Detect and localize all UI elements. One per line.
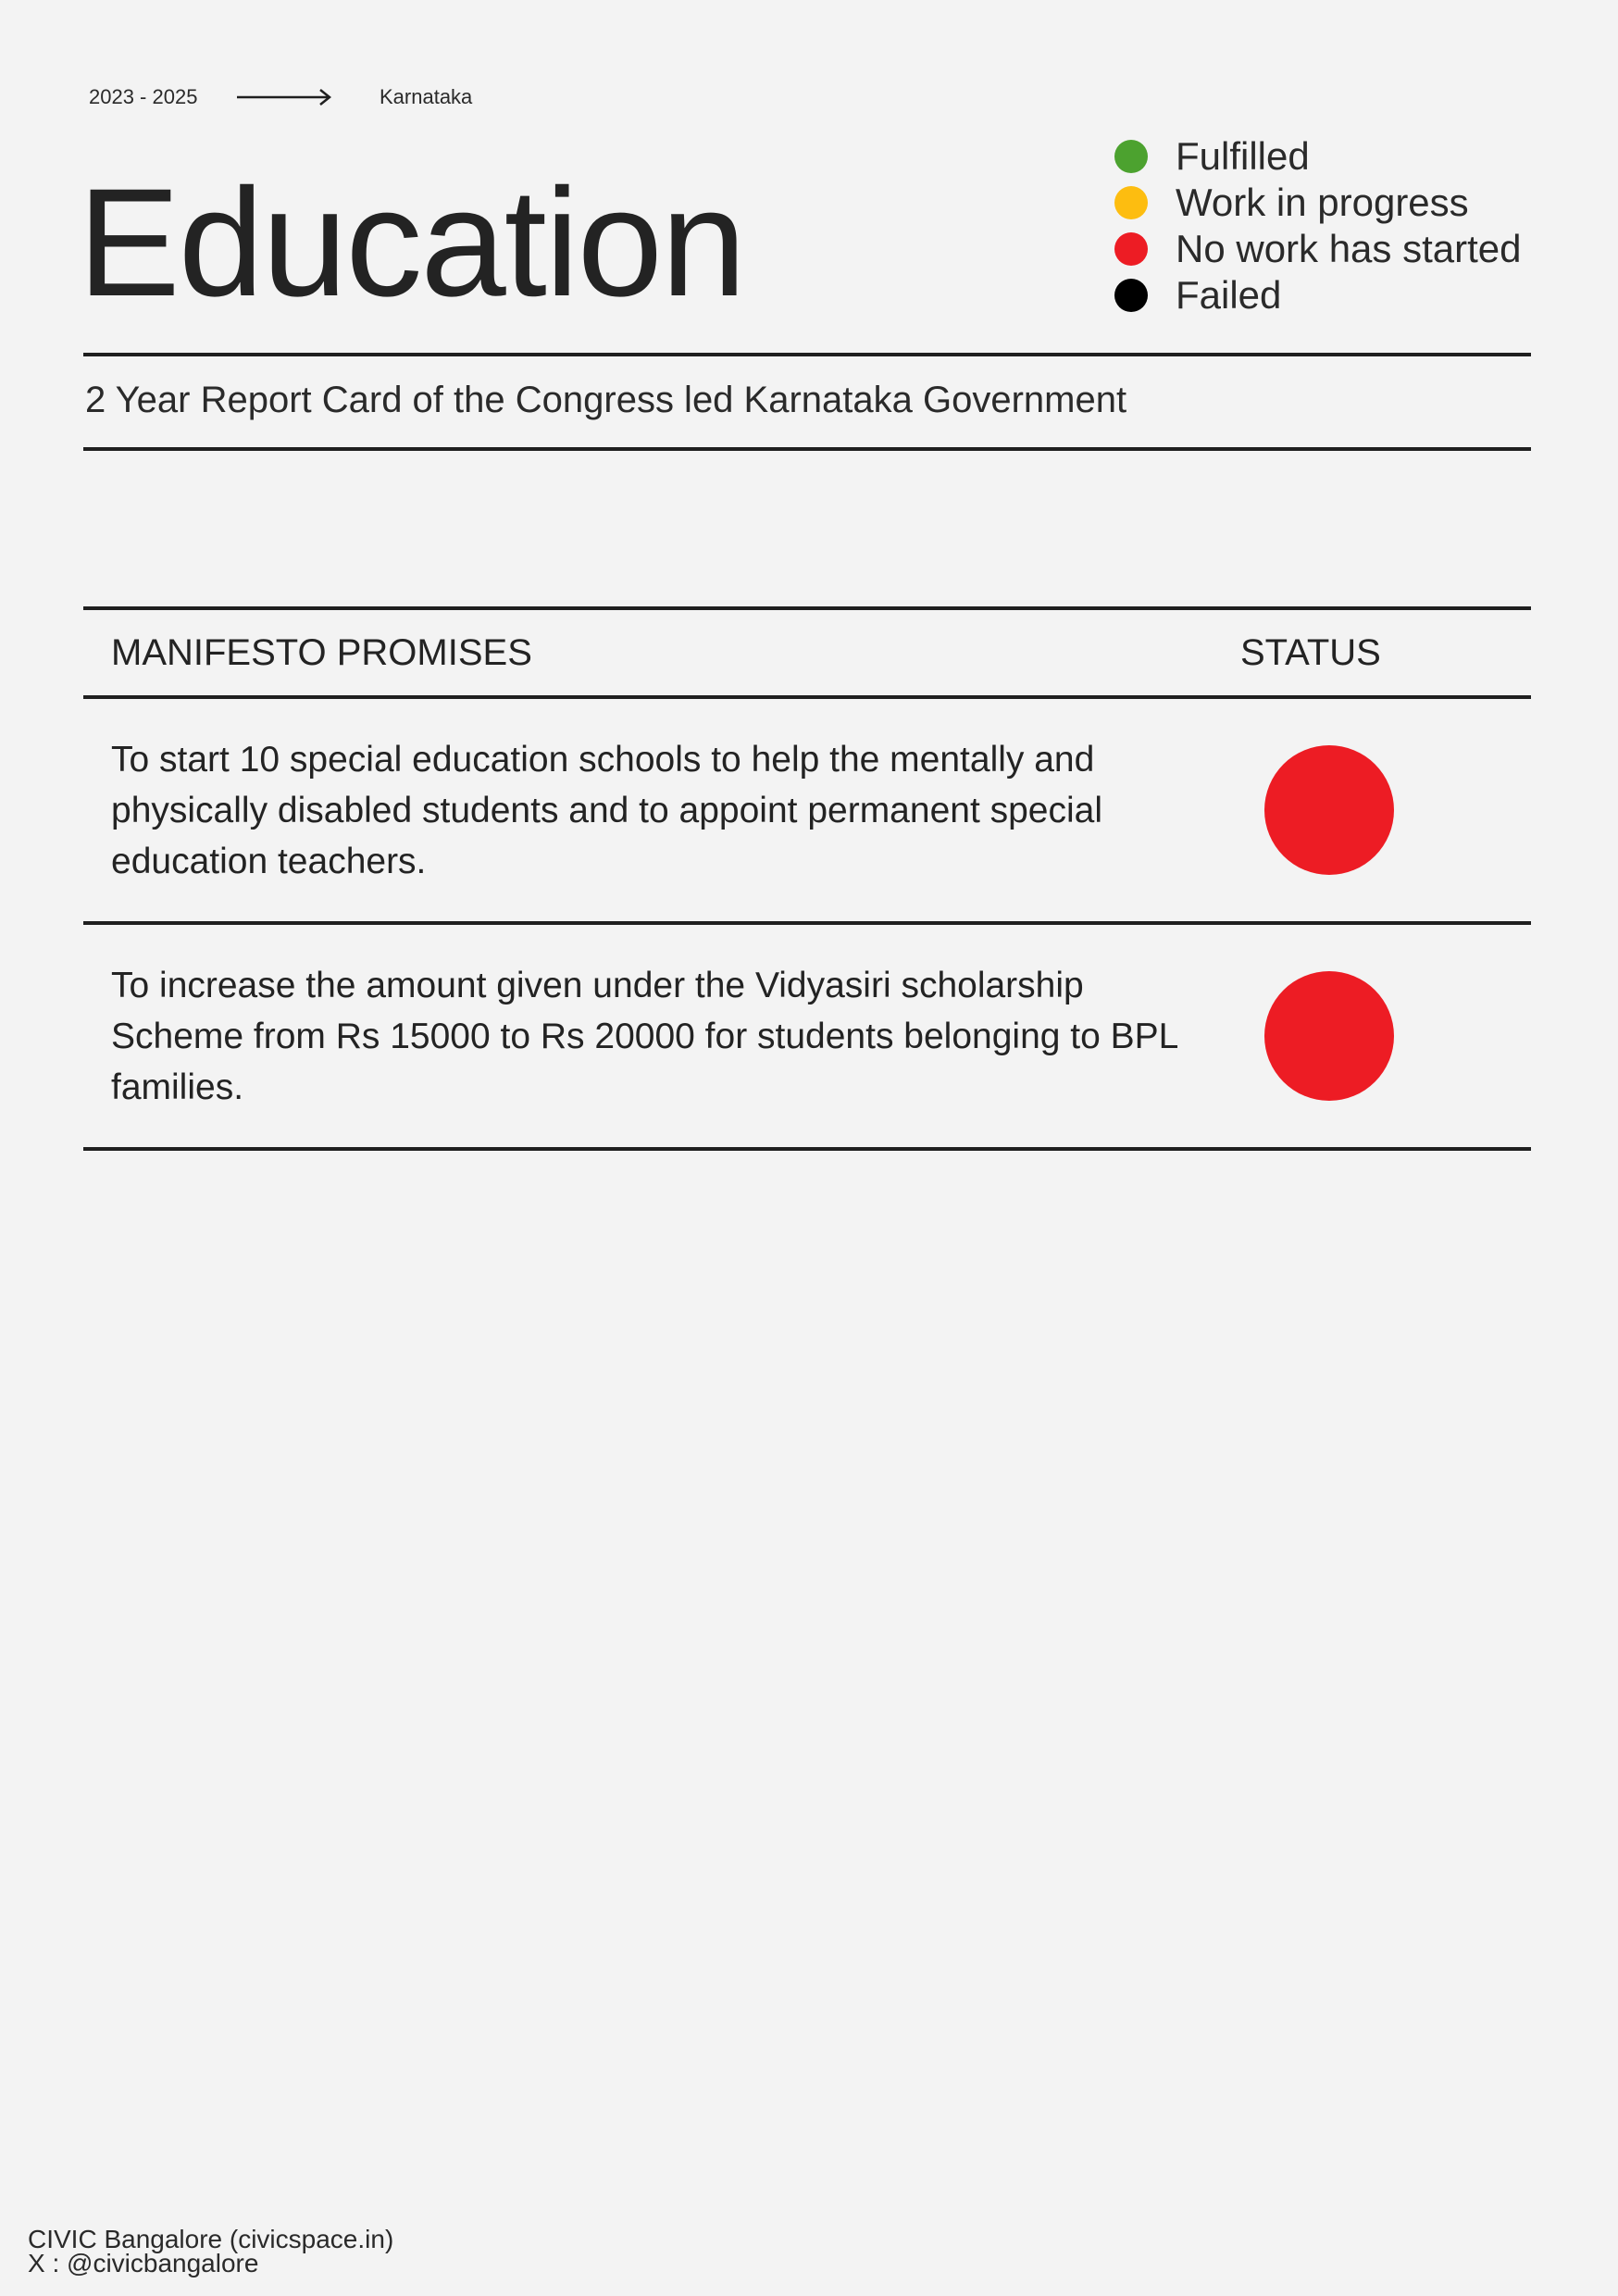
legend-dot-icon <box>1114 232 1148 266</box>
arrow-right-icon <box>237 88 333 106</box>
legend-item-not-started <box>1114 226 1522 272</box>
legend-label: No work has started <box>1176 227 1522 270</box>
legend-dot-icon <box>1114 140 1148 173</box>
status-dot-icon <box>1264 745 1394 875</box>
legend-item-fulfilled <box>1114 133 1522 180</box>
page-subtitle: 2 Year Report Card of the Congress led Karnataka Government <box>85 380 1127 420</box>
promise-text: To start 10 special education schools to help the mentally and physically disabled students and to appoint permanent special education teachers. <box>111 739 1103 881</box>
table-row <box>83 699 1531 925</box>
status-cell <box>1240 971 1531 1101</box>
divider-bottom <box>83 447 1531 451</box>
footer-org: CIVIC Bangalore (civicspace.in) <box>28 2225 394 2253</box>
header-status: STATUS <box>1240 631 1381 673</box>
legend-label: Fulfilled <box>1176 134 1310 178</box>
table-header <box>83 606 1531 699</box>
table-row <box>83 925 1531 1151</box>
promise-text: To increase the amount given under the Vidyasiri scholarship Scheme from Rs 15000 to Rs 20000 for students belonging to BPL families. <box>111 965 1177 1107</box>
page-title: Education <box>78 157 745 329</box>
legend-label: Work in progress <box>1176 181 1469 224</box>
legend-dot-icon <box>1114 186 1148 219</box>
region-label: Karnataka <box>380 85 473 108</box>
legend-item-in-progress <box>1114 180 1522 226</box>
status-dot-icon <box>1264 971 1394 1101</box>
header-promises: MANIFESTO PROMISES <box>111 631 532 673</box>
footer <box>28 2227 393 2276</box>
legend-item-failed <box>1114 272 1522 318</box>
top-meta <box>89 85 472 109</box>
legend-label: Failed <box>1176 273 1282 317</box>
divider-top <box>83 353 1531 356</box>
status-legend <box>1114 133 1522 318</box>
status-cell <box>1240 745 1531 875</box>
period-label: 2023 - 2025 <box>89 85 198 108</box>
legend-dot-icon <box>1114 279 1148 312</box>
promises-table <box>83 606 1531 1151</box>
footer-handle: X : @civicbangalore <box>28 2249 259 2277</box>
